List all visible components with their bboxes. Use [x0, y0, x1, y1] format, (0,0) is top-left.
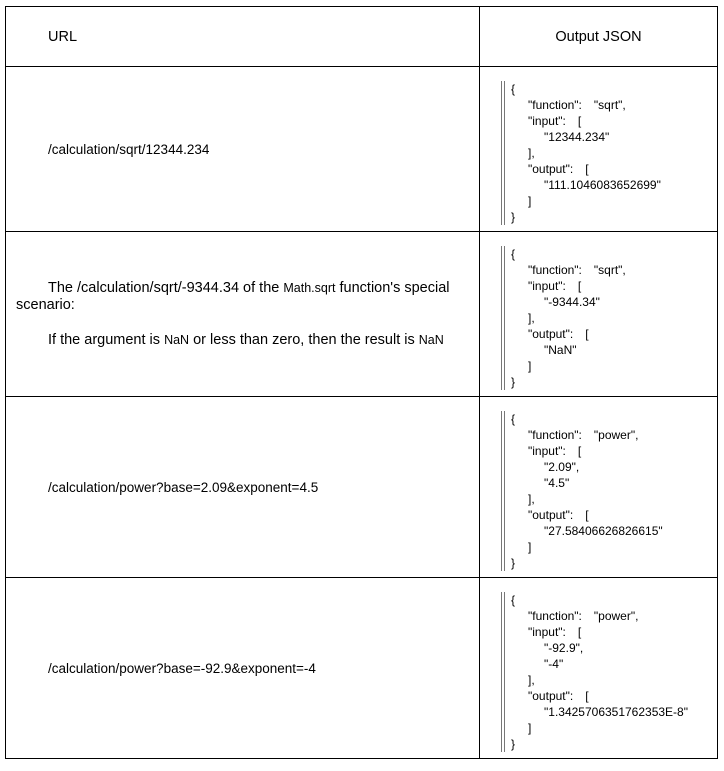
output-column-header: Output JSON [480, 7, 718, 67]
json-function-value: sqrt [598, 98, 619, 112]
json-input-close: ], [528, 146, 535, 160]
json-function-value: power [598, 609, 631, 623]
json-output-key: "output": [ [528, 689, 589, 703]
json-output-close: ] [528, 194, 532, 208]
special-scenario-intro: The /calculation/sqrt/-9344.34 of the Math.sqrt function's special scenario: [16, 279, 450, 313]
url-cell: /calculation/sqrt/12344.234 [6, 67, 480, 232]
json-input-key: "input": [ [528, 625, 582, 639]
json-code-block [504, 411, 717, 571]
json-input-close: ], [528, 311, 535, 325]
json-function-line: "function": "sqrt", [528, 98, 626, 112]
json-output-close: ] [528, 540, 532, 554]
json-cell [480, 232, 718, 397]
special-scenario-cell [6, 232, 480, 397]
json-output-value: "1.3425706351762353E-8" [544, 705, 688, 719]
json-output-key: "output": [ [528, 162, 589, 176]
code-nan: NaN [164, 332, 190, 347]
table-row [6, 67, 718, 232]
calculation-table [5, 6, 718, 759]
json-cell [480, 578, 718, 759]
json-output-value: "NaN" [544, 343, 577, 357]
json-output-close: ] [528, 359, 532, 373]
json-cell [480, 397, 718, 578]
json-code-block [504, 592, 717, 752]
json-close-brace: } [511, 556, 516, 570]
json-cell [480, 67, 718, 232]
json-input-value: "-92.9", [544, 641, 584, 655]
json-function-value: sqrt [598, 263, 619, 277]
json-code-block [504, 81, 717, 225]
json-open-brace: { [511, 593, 516, 607]
json-close-brace: } [511, 210, 516, 224]
code-math-sqrt: Math.sqrt [283, 280, 336, 295]
table-row [6, 397, 718, 578]
json-input-value: "-4" [544, 657, 564, 671]
json-output-value: "27.58406626826615" [544, 524, 663, 538]
url-column-header: URL [6, 7, 480, 67]
json-output-close: ] [528, 721, 532, 735]
json-output-key: "output": [ [528, 508, 589, 522]
json-function-line: "function": "power", [528, 609, 639, 623]
json-output-value: "111.1046083652699" [544, 178, 661, 192]
code-nan: NaN [418, 332, 444, 347]
special-scenario-rule: If the argument is NaN or less than zero, then the result is NaN [48, 331, 444, 348]
json-input-value: "4.5" [544, 476, 570, 490]
json-open-brace: { [511, 412, 516, 426]
header-row [6, 7, 718, 67]
json-input-value: "-9344.34" [544, 295, 600, 309]
json-input-key: "input": [ [528, 279, 582, 293]
json-code-block [504, 246, 717, 390]
table-row [6, 232, 718, 397]
json-input-value: "2.09", [544, 460, 580, 474]
json-function-value: power [598, 428, 631, 442]
json-function-line: "function": "power", [528, 428, 639, 442]
json-output-key: "output": [ [528, 327, 589, 341]
json-input-close: ], [528, 492, 535, 506]
json-function-line: "function": "sqrt", [528, 263, 626, 277]
json-input-key: "input": [ [528, 444, 582, 458]
table-row [6, 578, 718, 759]
json-input-close: ], [528, 673, 535, 687]
json-input-value: "12344.234" [544, 130, 610, 144]
json-close-brace: } [511, 375, 516, 389]
json-open-brace: { [511, 247, 516, 261]
url-cell: /calculation/power?base=-92.9&exponent=-4 [6, 578, 480, 759]
json-open-brace: { [511, 82, 516, 96]
json-close-brace: } [511, 737, 516, 751]
url-cell: /calculation/power?base=2.09&exponent=4.5 [6, 397, 480, 578]
json-input-key: "input": [ [528, 114, 582, 128]
